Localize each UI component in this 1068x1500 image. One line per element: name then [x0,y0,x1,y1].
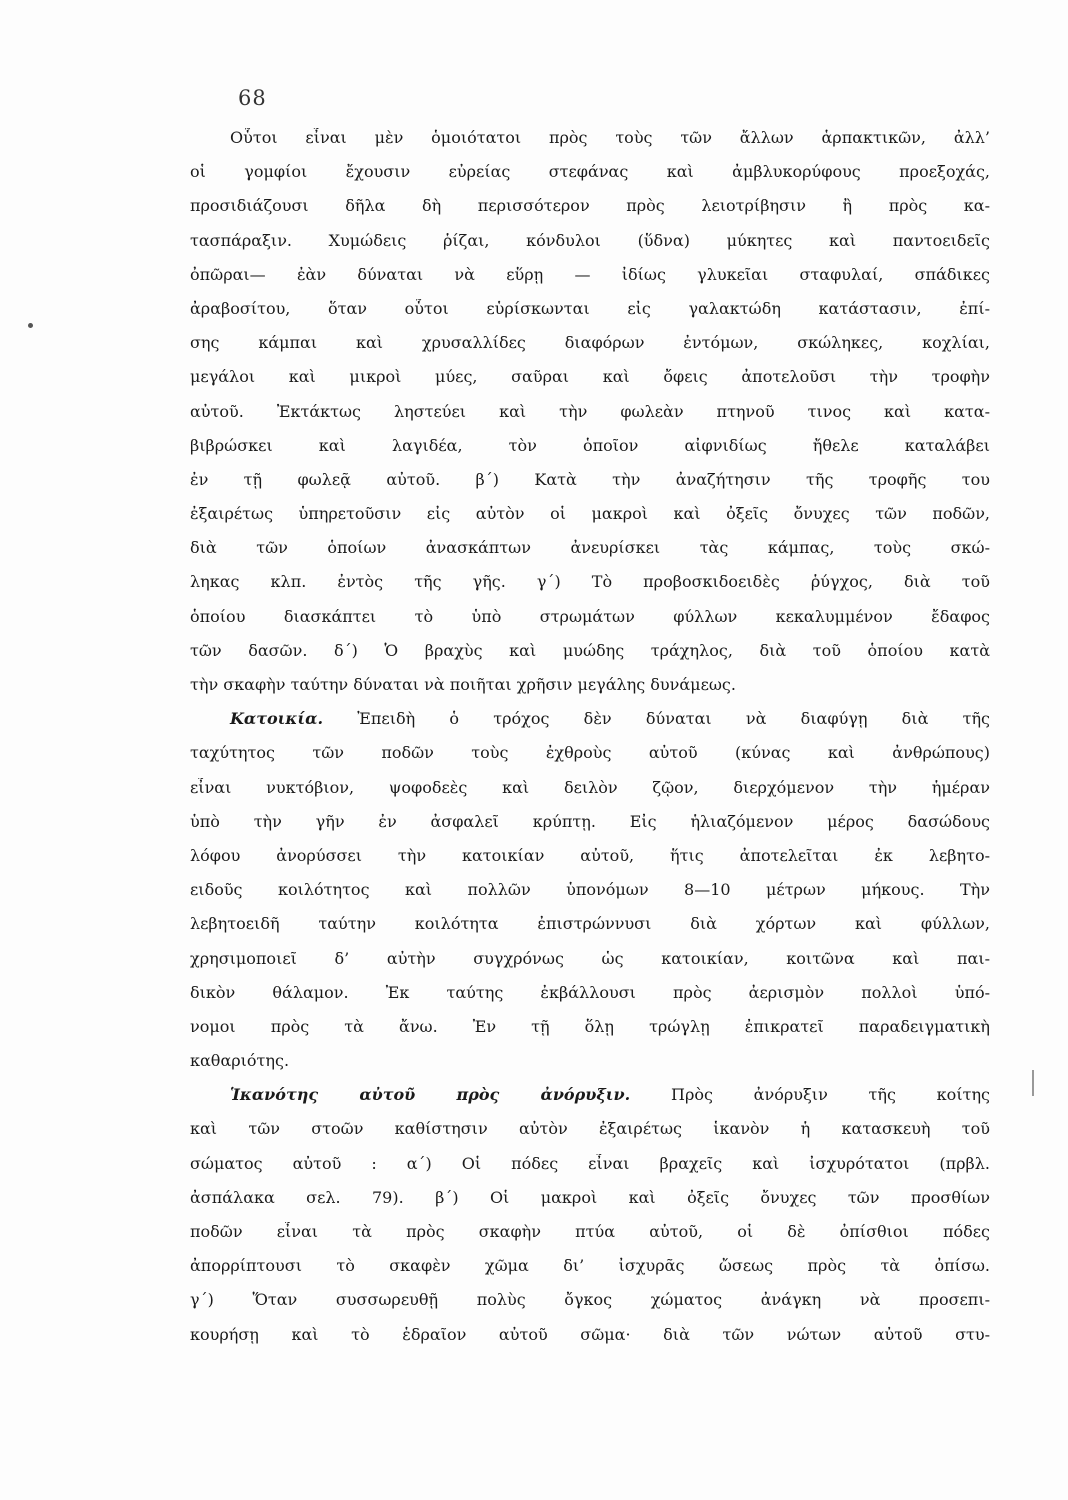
text-line: Οὗτοι εἶναι μὲν ὁμοιότατοι πρὸς τοὺς τῶν ἄλλων ἁρπακτικῶν, ἀλλ’ [230,128,990,147]
text-line: ποδῶν εἶναι τὰ πρὸς σκαφὴν πτύα αὐτοῦ, οἱ δὲ ὀπίσθιοι πόδες [190,1222,990,1241]
text-line: σώματος αὐτοῦ : α΄) Οἱ πόδες εἶναι βραχεῖς καὶ ἰσχυρότατοι (πρβλ. [190,1153,990,1173]
text-line: νομοι πρὸς τὰ ἄνω. Ἐν τῇ ὅλῃ τρώγλῃ ἐπικρατεῖ παραδειγματικὴ [190,1016,990,1036]
text-line: ἐξαιρέτως ὑπηρετοῦσιν εἰς αὐτὸν οἱ μακροὶ καὶ ὀξεῖς ὄνυχες τῶν ποδῶν, [190,504,990,524]
text-line: προσιδιάζουσι δῆλα δὴ περισσότερον πρὸς λειοτρίβησιν ἢ πρὸς κα- [190,196,990,216]
text-line: μεγάλοι καὶ μικροὶ μύες, σαῦραι καὶ ὄφεις ἀποτελοῦσι τὴν τροφὴν [190,367,990,387]
text-line: καὶ τῶν στοῶν καθίστησιν αὐτὸν ἐξαιρέτως ἱκανὸν ἡ κατασκευὴ τοῦ [190,1119,990,1139]
paragraph-dwelling [190,709,990,1085]
text-line: οἱ γομφίοι ἔχουσιν εὐρείας στεφάνας καὶ ἀμβλυκορύφους προεξοχάς, [190,162,990,182]
text-line-rest: Πρὸς ἀνόρυξιν τῆς κοίτης [670,1085,990,1105]
text-line: εἶναι νυκτόβιον, ψοφοδεὲς καὶ δειλὸν ζῷον, διερχόμενον τὴν ἡμέραν [190,777,990,797]
text-line: κουρήσῃ καὶ τὸ ἑδραῖον αὐτοῦ σῶμα· διὰ τῶν νώτων αὐτοῦ στυ- [190,1324,990,1344]
text-line: διὰ τῶν ὁποίων ἀνασκάπτων ἀνευρίσκει τὰς κάμπας, τοὺς σκώ- [190,538,990,558]
paragraph-digging-ability [190,1085,990,1359]
text-line: τὴν σκαφὴν ταύτην δύναται νὰ ποιῆται χρῆσιν μεγάλης δυνάμεως. [190,675,736,694]
text-line: δικὸν θάλαμον. Ἐκ ταύτης ἐκβάλλουσι πρὸς ἀερισμὸν πολλοὶ ὑπό- [190,982,990,1002]
body-text [190,128,990,1359]
text-line [190,709,990,743]
text-line: ταχύτητος τῶν ποδῶν τοὺς ἐχθροὺς αὐτοῦ (κύνας καὶ ἀνθρώπους) [190,743,990,763]
text-line: ἀραβοσίτου, ὅταν οὗτοι εὑρίσκωνται εἰς γαλακτώδη κατάστασιν, ἐπί- [190,298,990,318]
text-line-rest: Ἐπειδὴ ὁ τρόχος δὲν δύναται νὰ διαφύγῃ διὰ τῆς [357,709,990,729]
text-line: τασπάραξιν. Χυμώδεις ῥίζαι, κόνδυλοι (ὕδνα) μύκητες καὶ παντοειδεῖς [190,230,990,250]
text-line: ὁποίου διασκάπτει τὸ ὑπὸ στρωμάτων φύλλων κεκαλυμμένον ἔδαφος [190,606,990,626]
text-line [190,1085,990,1119]
section-heading-dwelling: Κατοικία. [230,709,324,729]
margin-dot-mark [28,323,33,328]
paragraph-diet [190,128,990,709]
text-line: χρησιμοποιεῖ δ’ αὐτὴν συγχρόνως ὡς κατοικίαν, κοιτῶνα καὶ παι- [190,948,990,968]
text-line: ειδοῦς κοιλότητος καὶ πολλῶν ὑπονόμων 8—10 μέτρων μήκους. Τὴν [190,880,990,900]
text-line: καθαριότης. [190,1051,290,1071]
text-line: ληκας κλπ. ἐντὸς τῆς γῆς. γ΄) Τὸ προβοσκιδοειδὲς ῥύγχος, διὰ τοῦ [190,572,990,592]
text-line: λεβητοειδῆ ταύτην κοιλότητα ἐπιστρώννυσι διὰ χόρτων καὶ φύλλων, [190,914,990,934]
text-line: σης κάμπαι καὶ χρυσαλλίδες διαφόρων ἐντόμων, σκώληκες, κοχλίαι, [190,333,990,353]
text-line: βιβρώσκει καὶ λαγιδέα, τὸν ὁποῖον αἰφνιδίως ἤθελε καταλάβει [190,435,990,455]
margin-bar-mark [1032,1070,1034,1096]
text-line: αὐτοῦ. Ἐκτάκτως ληστεύει καὶ τὴν φωλεὰν πτηνοῦ τινος καὶ κατα- [190,401,990,421]
text-line: ἀπορρίπτουσι τὸ σκαφὲν χῶμα δι’ ἰσχυρᾶς ὤσεως πρὸς τὰ ὀπίσω. [190,1256,990,1276]
page-number: 68 [238,86,267,110]
text-line: ὑπὸ τὴν γῆν ἐν ἀσφαλεῖ κρύπτῃ. Εἰς ἡλιαζόμενον μέρος δασώδους [190,811,990,831]
text-line: ὀπῶραι— ἐὰν δύναται νὰ εὕρῃ — ἰδίως γλυκεῖαι σταφυλαί, σπάδικες [190,264,990,284]
text-line: λόφου ἀνορύσσει τὴν κατοικίαν αὐτοῦ, ἥτις ἀποτελεῖται ἐκ λεβητο- [190,845,990,865]
text-line: ἐν τῇ φωλεᾷ αὐτοῦ. β΄) Κατὰ τὴν ἀναζήτησιν τῆς τροφῆς του [190,469,990,489]
text-line: τῶν δασῶν. δ΄) Ὁ βραχὺς καὶ μυώδης τράχηλος, διὰ τοῦ ὁποίου κατὰ [190,640,990,660]
text-line: ἀσπάλακα σελ. 79). β΄) Οἱ μακροὶ καὶ ὀξεῖς ὄνυχες τῶν προσθίων [190,1187,990,1207]
section-heading-digging: Ἱκανότης αὐτοῦ πρὸς ἀνόρυξιν. [230,1085,631,1105]
text-line: γ΄) Ὅταν συσσωρευθῇ πολὺς ὄγκος χώματος ἀνάγκη νὰ προσεπι- [190,1290,990,1310]
